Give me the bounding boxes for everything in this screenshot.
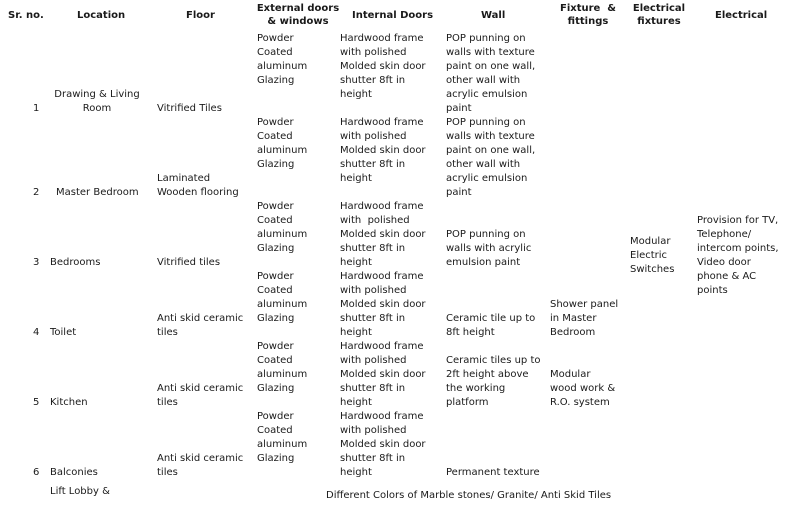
cell-wall: POP punning on walls with acrylic emulsion paint <box>446 229 532 268</box>
header-external-doors: External doors & windows <box>256 3 340 27</box>
cell-wall: Ceramic tile up to 8ft height <box>446 313 536 338</box>
cell-external: Powder Coated aluminum Glazing <box>257 117 308 170</box>
cell-internal: Hardwood frame with polished Molded skin door shutter 8ft in height <box>340 33 426 100</box>
header-sr-no: Sr. no. <box>8 10 44 21</box>
cell-external: Powder Coated aluminum Glazing <box>257 411 308 464</box>
cell-sr: 4 <box>33 327 40 338</box>
header-location: Location <box>77 10 126 21</box>
cell-wall: Permanent texture <box>446 467 540 478</box>
cell-external: Powder Coated aluminum Glazing <box>257 271 308 324</box>
cell-electrical-fixtures: Modular Electric Switches <box>630 236 675 275</box>
cell-sr: 6 <box>33 467 40 478</box>
cell-sr: 2 <box>33 187 40 198</box>
cell-sr: 3 <box>33 257 40 268</box>
cell-floor: Anti skid ceramic tiles <box>157 383 244 408</box>
cell-external: Powder Coated aluminum Glazing <box>257 341 308 394</box>
cell-floor: Anti skid ceramic tiles <box>157 453 244 478</box>
cell-location: Master Bedroom <box>56 187 139 198</box>
cell-location: Kitchen <box>50 397 88 408</box>
cell-external: Powder Coated aluminum Glazing <box>257 33 308 86</box>
cell-location: Bedrooms <box>50 257 101 268</box>
cell-external: Powder Coated aluminum Glazing <box>257 201 308 254</box>
cell-floor: Laminated Wooden flooring <box>157 173 239 198</box>
cell-sr: 1 <box>33 103 40 114</box>
cell-wall: POP punning on walls with texture paint on one wall, other wall with acrylic emulsion paint <box>446 117 536 198</box>
cell-floor: Vitrified tiles <box>157 257 221 268</box>
cell-wall: Ceramic tiles up to 2ft height above the working platform <box>446 355 541 408</box>
cell-location: Drawing & Living Room <box>54 89 140 114</box>
cell-location: Lift Lobby & <box>50 486 110 497</box>
cell-sr: 5 <box>33 397 40 408</box>
header-internal-doors: Internal Doors <box>352 10 434 21</box>
header-wall: Wall <box>481 10 506 21</box>
header-electrical: Electrical <box>715 10 768 21</box>
cell-fixture: Modular wood work & R.O. system <box>550 369 616 408</box>
cell-fixture: Shower panel in Master Bedroom <box>550 299 619 338</box>
cell-internal: Hardwood frame with polished Molded skin door shutter 8ft in height <box>340 201 426 268</box>
cell-floor: Vitrified Tiles <box>157 103 222 114</box>
cell-internal: Hardwood frame with polished Molded skin door shutter 8ft in height <box>340 117 426 184</box>
header-floor: Floor <box>186 10 215 21</box>
cell-floor: Anti skid ceramic tiles <box>157 313 244 338</box>
cell-location: Balconies <box>50 467 98 478</box>
header-fixture-fittings: Fixture & fittings <box>559 3 616 27</box>
cell-span-text: Different Colors of Marble stones/ Granite/ Anti Skid Tiles <box>326 490 612 501</box>
cell-wall: POP punning on walls with texture paint on one wall, other wall with acrylic emulsion paint <box>446 33 536 114</box>
header-electrical-fixtures: Electrical fixtures <box>632 3 686 27</box>
cell-electrical: Provision for TV, Telephone/ intercom points, Video door phone & AC points <box>697 215 779 296</box>
cell-internal: Hardwood frame with polished Molded skin door shutter 8ft in height <box>340 271 426 338</box>
cell-location: Toilet <box>50 327 77 338</box>
cell-internal: Hardwood frame with polished Molded skin door shutter 8ft in height <box>340 341 426 408</box>
cell-internal: Hardwood frame with polished Molded skin door shutter 8ft in height <box>340 411 426 478</box>
